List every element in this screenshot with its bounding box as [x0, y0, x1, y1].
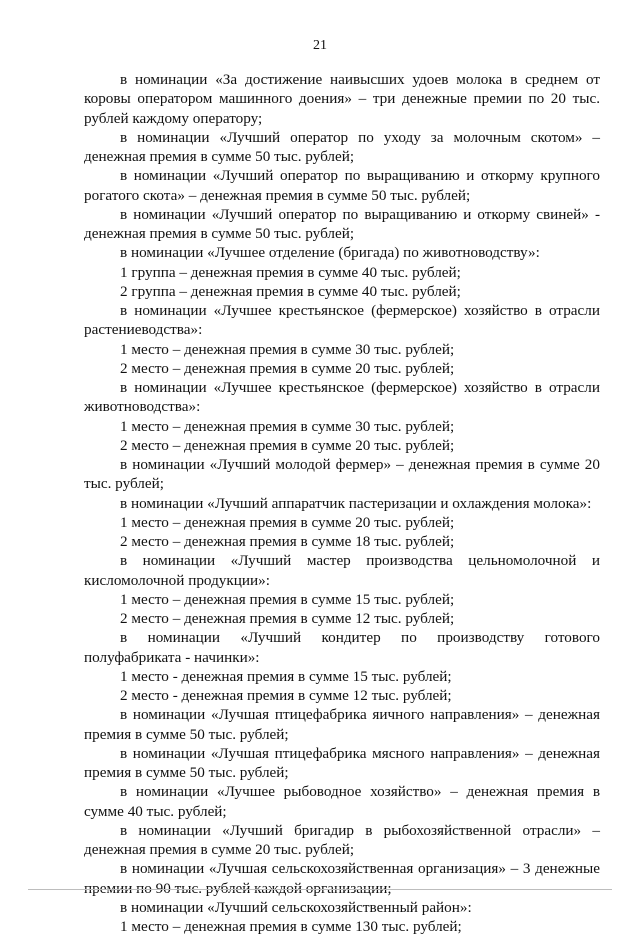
paragraph: 2 место – денежная премия в сумме 20 тыс. рублей; [120, 359, 455, 377]
paragraph: 2 место – денежная премия в сумме 18 тыс. рублей; [120, 533, 455, 550]
page-bottom-divider [28, 889, 612, 890]
paragraph: в номинации «Лучший бригадир в рыбохозяйственной отрасли» – денежная премия в сумме 20 тыс. рублей; [84, 821, 600, 858]
paragraph: в номинации «Лучший оператор по уходу за молочным скотом» – денежная премия в сумме 50 тыс. рублей; [84, 128, 600, 165]
paragraph: 2 место - денежная премия в сумме 12 тыс. рублей; [120, 687, 452, 704]
paragraph: 1 место – денежная премия в сумме 30 тыс. рублей; [120, 417, 455, 435]
page-number: 21 [313, 38, 327, 53]
paragraph: в номинации «Лучшее крестьянское (фермерское) хозяйство в отрасли животноводства»: [84, 379, 600, 416]
paragraph: в номинации «Лучшая птицефабрика яичного направления» – денежная премия в сумме 50 тыс. рублей; [84, 706, 600, 743]
paragraph: 1 группа – денежная премия в сумме 40 тыс. рублей; [120, 263, 461, 281]
paragraph: 2 группа – денежная премия в сумме 40 тыс. рублей; [120, 282, 461, 300]
paragraph: 1 место – денежная премия в сумме 15 тыс. рублей; [120, 590, 455, 608]
paragraph: в номинации «Лучший молодой фермер» – денежная премия в сумме 20 тыс. рублей; [84, 456, 600, 493]
paragraph: 1 место – денежная премия в сумме 30 тыс. рублей; [120, 340, 455, 358]
paragraph: 1 место – денежная премия в сумме 130 тыс. рублей; [120, 918, 462, 935]
paragraph: 1 место – денежная премия в сумме 20 тыс. рублей; [120, 513, 455, 531]
paragraph: в номинации «Лучшее отделение (бригада) по животноводству»: [120, 244, 540, 262]
paragraph: 2 место – денежная премия в сумме 20 тыс. рублей; [120, 436, 455, 454]
paragraph: в номинации «Лучший мастер производства цельномолочной и кисломолочной продукции»: [84, 552, 600, 589]
paragraph: в номинации «Лучший аппаратчик пастеризации и охлаждения молока»: [120, 494, 592, 512]
paragraph: в номинации «За достижение наивысших удоев молока в среднем от коровы оператором машинного доения» – три денежные премии по 20 тыс. рублей каждому оператору; [84, 71, 600, 127]
paragraph: 2 место – денежная премия в сумме 12 тыс. рублей; [120, 610, 455, 627]
paragraph: в номинации «Лучший кондитер по производству готового полуфабриката - начинки»: [84, 629, 600, 666]
paragraph: в номинации «Лучший оператор по выращиванию и откорму свиней» - денежная премия в сумме 50 тыс. рублей; [84, 205, 600, 242]
paragraph: в номинации «Лучшая птицефабрика мясного направления» – денежная премия в сумме 50 тыс. рублей; [84, 744, 600, 781]
paragraph: в номинации «Лучший оператор по выращиванию и откорму крупного рогатого скота» – денежная премия в сумме 50 тыс. рублей; [84, 167, 600, 204]
paragraph: 1 место - денежная премия в сумме 15 тыс. рублей; [120, 667, 452, 685]
document-body [84, 70, 600, 936]
paragraph: в номинации «Лучшее крестьянское (фермерское) хозяйство в отрасли растениеводства»: [84, 302, 600, 339]
paragraph: в номинации «Лучший сельскохозяйственный район»: [120, 898, 472, 916]
paragraph: в номинации «Лучшее рыбоводное хозяйство» – денежная премия в сумме 40 тыс. рублей; [84, 783, 600, 820]
paragraph: в номинации «Лучшая сельскохозяйственная организация» – 3 денежные премии по 90 тыс. рублей каждой организации; [84, 860, 600, 897]
